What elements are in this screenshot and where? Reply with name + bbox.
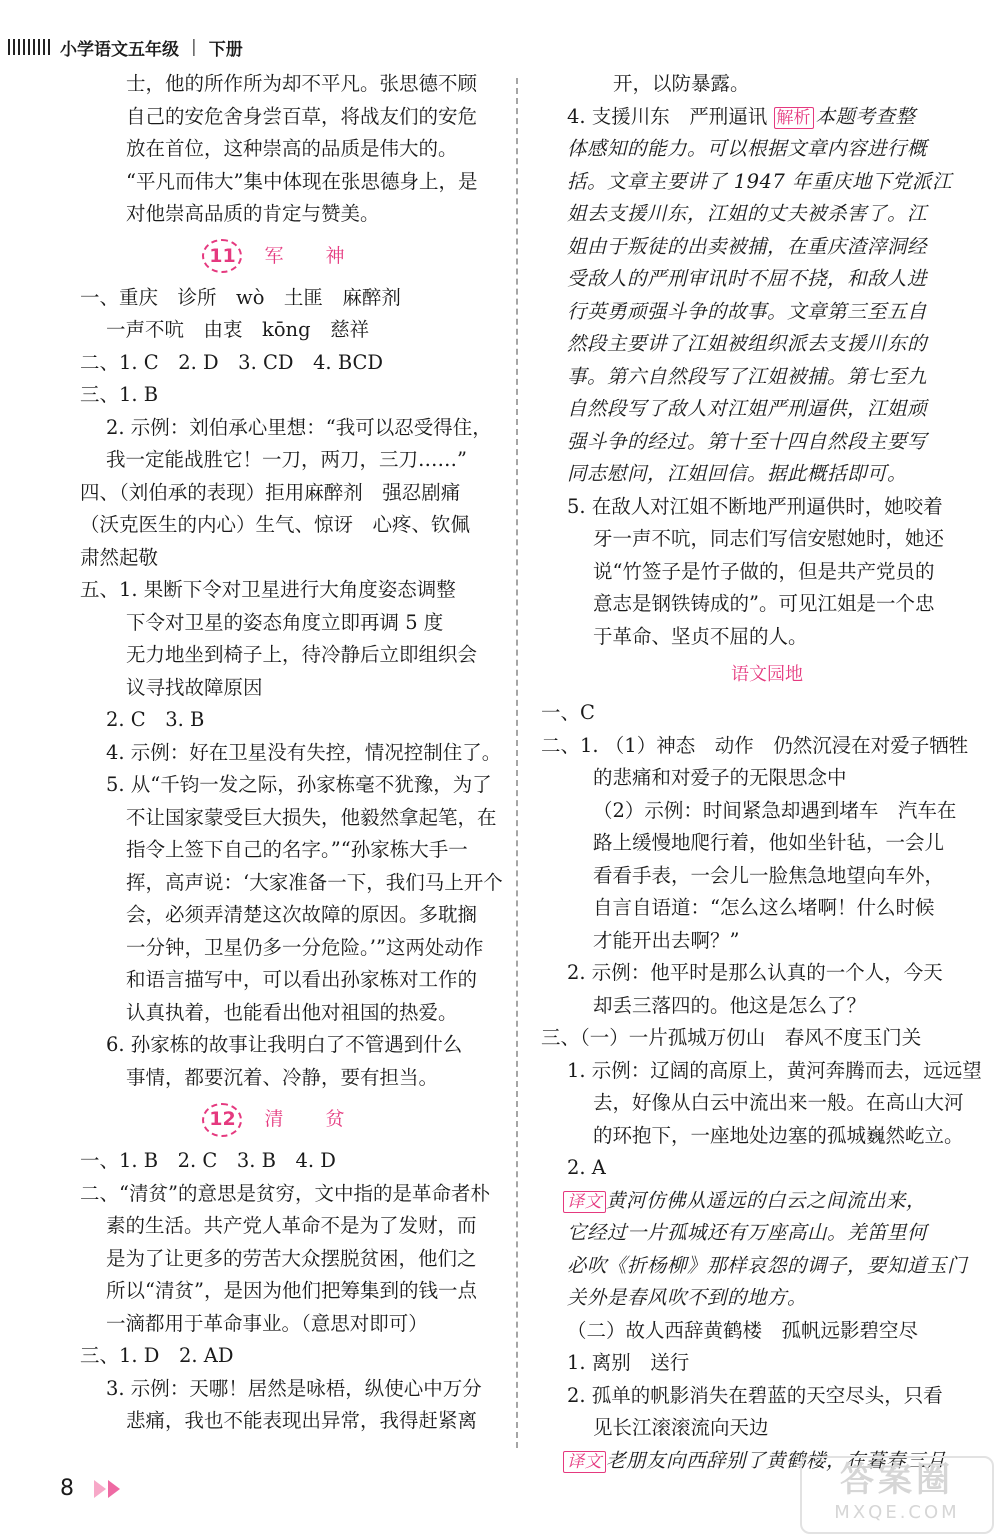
answer-line: 无力地坐到椅子上，待冷静后立即组织会 <box>126 643 478 666</box>
answer-line: 4. 示例：好在卫星没有失控，情况控制住了。 <box>106 740 502 764</box>
answer-line: 议寻找故障原因 <box>126 675 263 699</box>
text-line: “平凡而伟大”集中体现在张思德身上，是 <box>126 169 478 193</box>
translation-tag: 译文 <box>563 1191 606 1213</box>
text-line: 士，他的所作所为却不平凡。张思德不顾 <box>126 72 478 95</box>
double-arrow-icon <box>94 1480 122 1498</box>
page-footer <box>60 1476 122 1501</box>
answer-line: 牙一声不吭，同志们写信安慰她时，她还 <box>593 527 945 550</box>
answer-line: 五、1. 果断下令对卫星进行大角度姿态调整 <box>80 578 456 601</box>
answer-line: 一、1. B 2. C 3. B 4. D <box>80 1149 336 1172</box>
answer-line: 却丢三落四的。他这是怎么了？ <box>593 993 867 1017</box>
watermark-small-text: MXQE.COM <box>834 1502 960 1523</box>
section-title: 清 贫 <box>264 1108 363 1131</box>
answer-line: 去，好像从白云中流出来一般。在高山大河 <box>593 1091 964 1114</box>
answer-text: 4. 支援川东 严刑逼讯 <box>567 104 768 128</box>
header-volume: 下册 <box>208 39 243 60</box>
analysis-line: 体感知的能力。可以根据文章内容进行概 <box>567 137 928 160</box>
analysis-line: 然段主要讲了江姐被组织派去支援川东的 <box>567 332 928 355</box>
answer-line: 5. 在敌人对江姐不断地严刑逼供时，她咬着 <box>567 494 943 518</box>
translation-text: 老朋友向西辞别了黄鹤楼，在暮春三月 <box>606 1448 947 1472</box>
answer-line: 会，必须弄清楚这次故障的原因。多耽搁 <box>126 903 478 926</box>
section-heading-garden: 语文园地 <box>731 663 803 685</box>
answer-line: 的悲痛和对爱子的无限思念中 <box>593 766 847 789</box>
analysis-line: 受敌人的严刑审讯时不屈不挠，和敌人进 <box>567 267 928 290</box>
section-number-badge: 11 <box>202 239 242 273</box>
watermark-logo <box>800 1456 994 1534</box>
answer-line: 于革命、坚贞不屈的人。 <box>593 624 808 648</box>
answer-line: （2）示例：时间紧急却遇到堵车 汽车在 <box>593 798 957 822</box>
answer-line: 1. 离别 送行 <box>567 1351 690 1374</box>
translation-tag: 译文 <box>563 1451 606 1473</box>
answer-line: 的环抱下，一座地处边塞的孤城巍然屹立。 <box>593 1123 964 1147</box>
text-line: 对他崇高品质的肯定与赞美。 <box>126 202 380 225</box>
section-heading-12 <box>80 1094 485 1145</box>
answer-line: 素的生活。共产党人革命不是为了发财，而 <box>106 1214 477 1237</box>
analysis-line: 事。第六自然段写了江姐被捕。第七至九 <box>567 364 928 388</box>
answer-line: 2. 示例：刘伯承心里想：“我可以忍受得住， <box>106 415 492 439</box>
answer-line: （沃克医生的内心）生气、惊讶 心疼、钦佩 <box>80 513 471 536</box>
answer-line: 二、“清贫”的意思是贫穷，文中指的是革命者朴 <box>80 1181 490 1205</box>
page-header <box>8 34 243 60</box>
answer-line: 挥，高声说：‘大家准备一下，我们马上开个 <box>126 870 503 894</box>
answer-line: 说“竹签子是竹子做的，但是共产党员的 <box>593 559 935 583</box>
translation-line <box>563 1185 967 1218</box>
answer-line: 和语言描写中，可以看出孙家栋对工作的 <box>126 968 478 991</box>
answer-line: 二、1. （1）神态 动作 仍然沉浸在对爱子牺牲 <box>541 733 969 757</box>
answer-line: 1. 示例：辽阔的高原上，黄河奔腾而去，远远望 <box>567 1058 982 1082</box>
answer-line: 意志是钢铁铸成的”。可见江姐是一个忠 <box>593 592 935 615</box>
answer-line: 指令上签下自己的名字。”“孙家栋大手一 <box>126 838 468 861</box>
answer-line: 所以“清贫”，是因为他们把筹集到的钱一点 <box>106 1279 477 1302</box>
answer-line: 三、1. D 2. AD <box>80 1344 234 1367</box>
translation-line: 关外是春风吹不到的地方。 <box>567 1286 808 1309</box>
answer-line: 一、C <box>541 701 595 724</box>
answer-line: 一滴都用于革命事业。（意思对即可） <box>106 1311 428 1335</box>
answer-line: （二）故人西辞黄鹤楼 孤帆远影碧空尽 <box>567 1318 919 1342</box>
answer-line: 二、1. C 2. D 3. CD 4. BCD <box>80 350 384 374</box>
answer-line: 2. A <box>567 1156 606 1179</box>
section-title: 军 神 <box>264 244 363 267</box>
answer-line: 5. 从“千钧一发之际，孙家栋毫不犹豫，为了 <box>106 773 492 796</box>
answer-line: 四、（刘伯承的表现）拒用麻醉剂 强忍剧痛 <box>80 480 461 504</box>
analysis-text: 本题考查整 <box>815 104 916 128</box>
translation-line: 必吹《折杨柳》那样哀怨的调子，要知道玉门 <box>567 1253 968 1277</box>
text-line: 自己的安危舍身尝百草，将战友们的安危 <box>126 104 478 128</box>
barcode-icon <box>8 39 50 55</box>
answer-line: 见长江滚滚流向天边 <box>593 1416 769 1439</box>
text-line: 放在首位，这种崇高的品质是伟大的。 <box>126 137 458 160</box>
header-separator: | <box>191 37 197 57</box>
answer-line: 肃然起敬 <box>80 545 159 569</box>
answer-line: 事情，都要沉着、冷静，要有担当。 <box>126 1065 439 1089</box>
answer-line: 6. 孙家栋的故事让我明白了不管遇到什么 <box>106 1033 463 1056</box>
answer-line: 悲痛，我也不能表现出异常，我得赶紧离 <box>126 1409 478 1432</box>
section-number-badge: 12 <box>202 1103 242 1137</box>
analysis-line: 姐去支援川东，江姐的丈夫被杀害了。江 <box>567 202 928 225</box>
answer-line: 2. 示例：他平时是那么认真的一个人，今天 <box>567 961 943 984</box>
section-heading-11 <box>80 231 485 282</box>
answer-line <box>567 101 967 134</box>
analysis-line: 自然段写了敌人对江姐严刑逼供，江姐顽 <box>567 397 928 420</box>
answer-line: 一分钟，卫星仍多一分危险。’”这两处动作 <box>126 935 484 959</box>
analysis-line: 姐由于叛徒的出卖被捕，在重庆渣滓洞经 <box>567 234 928 258</box>
answer-line: 2. 孤单的帆影消失在碧蓝的天空尽头，只看 <box>567 1383 943 1407</box>
answer-line: 一、重庆 诊所 wò 土匪 麻醉剂 <box>80 285 401 309</box>
answer-line: 才能开出去啊？” <box>593 928 740 952</box>
right-column <box>541 68 982 1477</box>
answer-line: 一声不吭 由衷 kōng 慈祥 <box>106 318 370 341</box>
answer-line: 路上缓慢地爬行着，他如坐针毡，一会儿 <box>593 831 945 854</box>
watermark-big-text: 答案圈 <box>840 1460 954 1500</box>
answer-line: 下令对卫星的姿态角度立即再调 5 度 <box>126 610 444 634</box>
analysis-tag: 解析 <box>774 107 814 129</box>
header-subject: 小学语文五年级 <box>60 39 179 60</box>
answer-line: 三、1. B <box>80 383 159 406</box>
translation-text: 黄河仿佛从遥远的白云之间流出来， <box>606 1188 927 1212</box>
answer-line: 三、（一）一片孤城万仞山 春风不度玉门关 <box>541 1026 922 1049</box>
analysis-line: 强斗争的经过。第十至十四自然段主要写 <box>567 429 928 453</box>
answer-line: 不让国家蒙受巨大损失，他毅然拿起笔，在 <box>126 805 497 829</box>
analysis-line: 同志慰问，江姐回信。据此概括即可。 <box>567 462 908 485</box>
answer-line: 自言自语道：“怎么这么堵啊！什么时候 <box>593 896 935 919</box>
answer-line: 2. C 3. B <box>106 708 205 731</box>
column-divider <box>516 78 518 1448</box>
left-column <box>80 68 503 1438</box>
answer-line: 认真执着，也能看出他对祖国的热爱。 <box>126 1000 458 1024</box>
answer-line: 3. 示例：天哪！居然是咏梧，纵使心中万分 <box>106 1376 482 1400</box>
page-number: 8 <box>60 1476 74 1501</box>
analysis-line: 行英勇顽强斗争的故事。文章第三至五自 <box>567 299 928 323</box>
answer-line: 看看手表，一会儿一脸焦急地望向车外， <box>593 863 945 887</box>
answer-line: 我一定能战胜它！一刀，两刀，三刀……” <box>106 448 467 471</box>
text-line: 开，以防暴露。 <box>613 72 750 95</box>
translation-line: 它经过一片孤城还有万座高山。羌笛里何 <box>567 1221 928 1244</box>
answer-line: 是为了让更多的劳苦大众摆脱贫困，他们之 <box>106 1246 477 1270</box>
analysis-line: 括。文章主要讲了 1947 年重庆地下党派江 <box>567 169 953 193</box>
